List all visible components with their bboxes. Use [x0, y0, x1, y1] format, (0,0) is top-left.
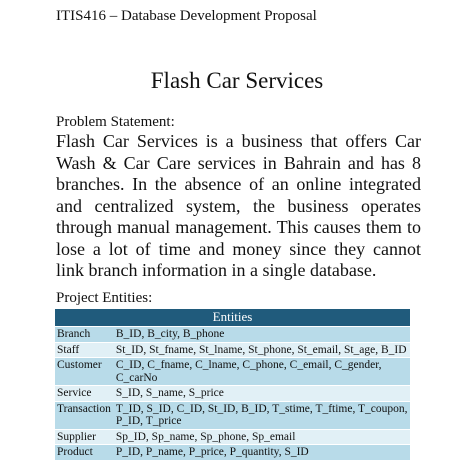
entity-row-branch [55, 327, 410, 343]
document-header: ITIS416 – Database Development Proposal [56, 8, 317, 24]
entity-name: Branch [55, 327, 113, 343]
problem-statement-body: Flash Car Services is a business that offers Car Wash & Car Care services in Bahrain and has 8 branches. In the absence of an online integrated and centralized system, the business operates through manual management. This causes them to lose a lot of time and money since they cannot link branch information in a single database. [56, 131, 421, 280]
entity-attributes: B_ID, B_city, B_phone [113, 327, 410, 343]
entity-row-customer [55, 358, 410, 386]
entity-attributes: C_ID, C_fname, C_lname, C_phone, C_email, C_gender, C_carNo [113, 358, 410, 386]
document-title: Flash Car Services [150, 68, 324, 93]
problem-statement-label: Problem Statement: [56, 114, 175, 130]
entity-row-supplier [55, 429, 410, 445]
entity-name: Transaction [55, 401, 113, 429]
entity-attributes: Sp_ID, Sp_name, Sp_phone, Sp_email [113, 429, 410, 445]
entity-name: Staff [55, 342, 113, 358]
entities-table [55, 309, 410, 460]
entity-row-staff [55, 342, 410, 358]
entity-row-product [55, 445, 410, 460]
entity-row-service [55, 386, 410, 402]
entity-name: Product [55, 445, 113, 460]
entity-name: Service [55, 386, 113, 402]
entity-row-transaction [55, 401, 410, 429]
entity-name: Supplier [55, 429, 113, 445]
entity-attributes: P_ID, P_name, P_price, P_quantity, S_ID [113, 445, 410, 460]
entity-name: Customer [55, 358, 113, 386]
entity-attributes: St_ID, St_fname, St_lname, St_phone, St_email, St_age, B_ID [113, 342, 410, 358]
project-entities-label: Project Entities: [56, 290, 153, 306]
entities-table-header: Entities [55, 309, 410, 327]
entity-attributes: S_ID, S_name, S_price [113, 386, 410, 402]
entity-attributes: T_ID, S_ID, C_ID, St_ID, B_ID, T_stime, T_ftime, T_coupon, P_ID, T_price [113, 401, 410, 429]
